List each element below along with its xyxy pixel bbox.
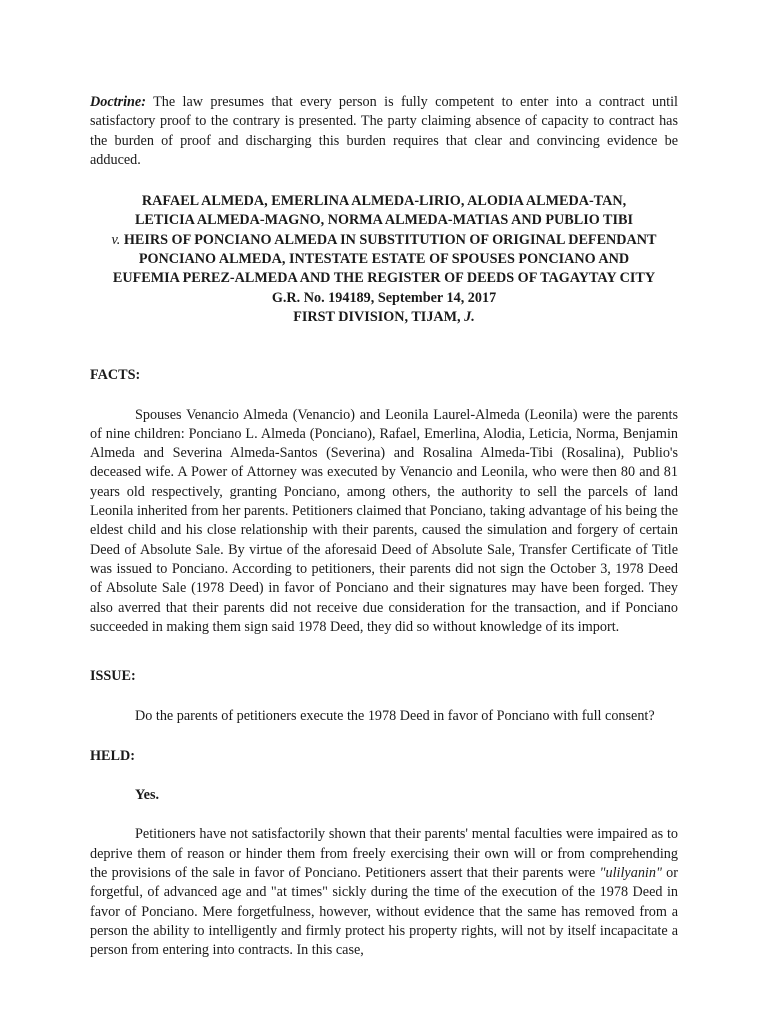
ponente-suffix: J. <box>464 308 475 325</box>
held-text-part-1: Petitioners have not satisfactorily shown that their parents' mental faculties were impaired as to deprive them of reason or hinder them from freely exercising their own will or from comprehending the provisions of the sale in favor of Ponciano. Petitioners assert that their parents were <box>90 826 678 881</box>
doctrine-label: Doctrine: <box>90 94 146 110</box>
division-text: FIRST DIVISION, TIJAM, <box>293 308 465 325</box>
caption-line-3-text: HEIRS OF PONCIANO ALMEDA IN SUBSTITUTION OF ORIGINAL DEFENDANT <box>120 231 657 248</box>
case-caption <box>90 192 678 327</box>
doctrine-text: The law presumes that every person is fully competent to enter into a contract until satisfactory proof to the contrary is presented. The party claiming absence of capacity to contract has the burden of proof and discharging this burden requires that clear and convincing evidence be adduced. <box>90 94 678 168</box>
case-number: G.R. No. 194189, September 14, 2017 <box>271 289 497 306</box>
issue-paragraph: Do the parents of petitioners execute the 1978 Deed in favor of Ponciano with full consent? <box>135 708 655 725</box>
caption-line-4: PONCIANO ALMEDA, INTESTATE ESTATE OF SPOUSES PONCIANO AND <box>138 251 630 268</box>
held-text-part-2: or forgetful, of advanced age and "at times" sickly during the time of the execution of the 1978 Deed in favor of Ponciano. Mere forgetfulness, however, without evidence that the same has removed from a person the ability to intelligently and firmly protect his property rights, will not by itself incapacitate a person from entering into contracts. In this case, <box>90 864 678 959</box>
held-paragraph <box>90 825 678 960</box>
facts-paragraph: Spouses Venancio Almeda (Venancio) and Leonila Laurel-Almeda (Leonila) were the parents of nine children: Ponciano L. Almeda (Ponciano), Rafael, Emerlina, Alodia, Leticia, Norma, Benjamin Almeda and Severina Almeda-Santos (Severina) and Rosalina Almeda-Tibi (Rosalina), Publio's deceased wife. A Power of Attorney was executed by Venancio and Leonila, who were then 80 and 81 years old respectively, granting Ponciano, among others, the authority to sell the parcels of land Leonila inherited from her parents. Petitioners claimed that Ponciano, taking advantage of his being the eldest child and his close relationship with their parents, caused the simulation and forgery of certain Deed of Absolute Sale. By virtue of the aforesaid Deed of Absolute Sale, Transfer Certificate of Title was issued to Ponciano. According to petitioners, their parents did not sign the October 3, 1978 Deed of Absolute Sale (1978 Deed) in favor of Ponciano and their signatures may have been forged. They also averred that their parents did not receive due consideration for the transaction, and if Ponciano succeeded in making them sign said 1978 Deed, they did so without knowledge of its import. <box>90 406 678 635</box>
held-heading: HELD: <box>90 747 135 764</box>
facts-heading: FACTS: <box>90 367 141 384</box>
held-answer: Yes. <box>135 787 160 804</box>
caption-line-5: EUFEMIA PEREZ-ALMEDA AND THE REGISTER OF DEEDS OF TAGAYTAY CITY <box>112 270 656 287</box>
issue-heading: ISSUE: <box>90 668 136 685</box>
caption-line-2: LETICIA ALMEDA-MAGNO, NORMA ALMEDA-MATIAS AND PUBLIO TIBI <box>134 212 634 229</box>
division-line <box>90 308 678 327</box>
caption-line-1: RAFAEL ALMEDA, EMERLINA ALMEDA-LIRIO, ALODIA ALMEDA-TAN, <box>141 193 627 210</box>
caption-line-3 <box>90 231 678 250</box>
document-page <box>90 93 678 960</box>
held-quoted-term: "ulilyanin" <box>599 864 662 881</box>
doctrine-paragraph <box>90 93 678 170</box>
versus-label: v. <box>111 231 121 248</box>
